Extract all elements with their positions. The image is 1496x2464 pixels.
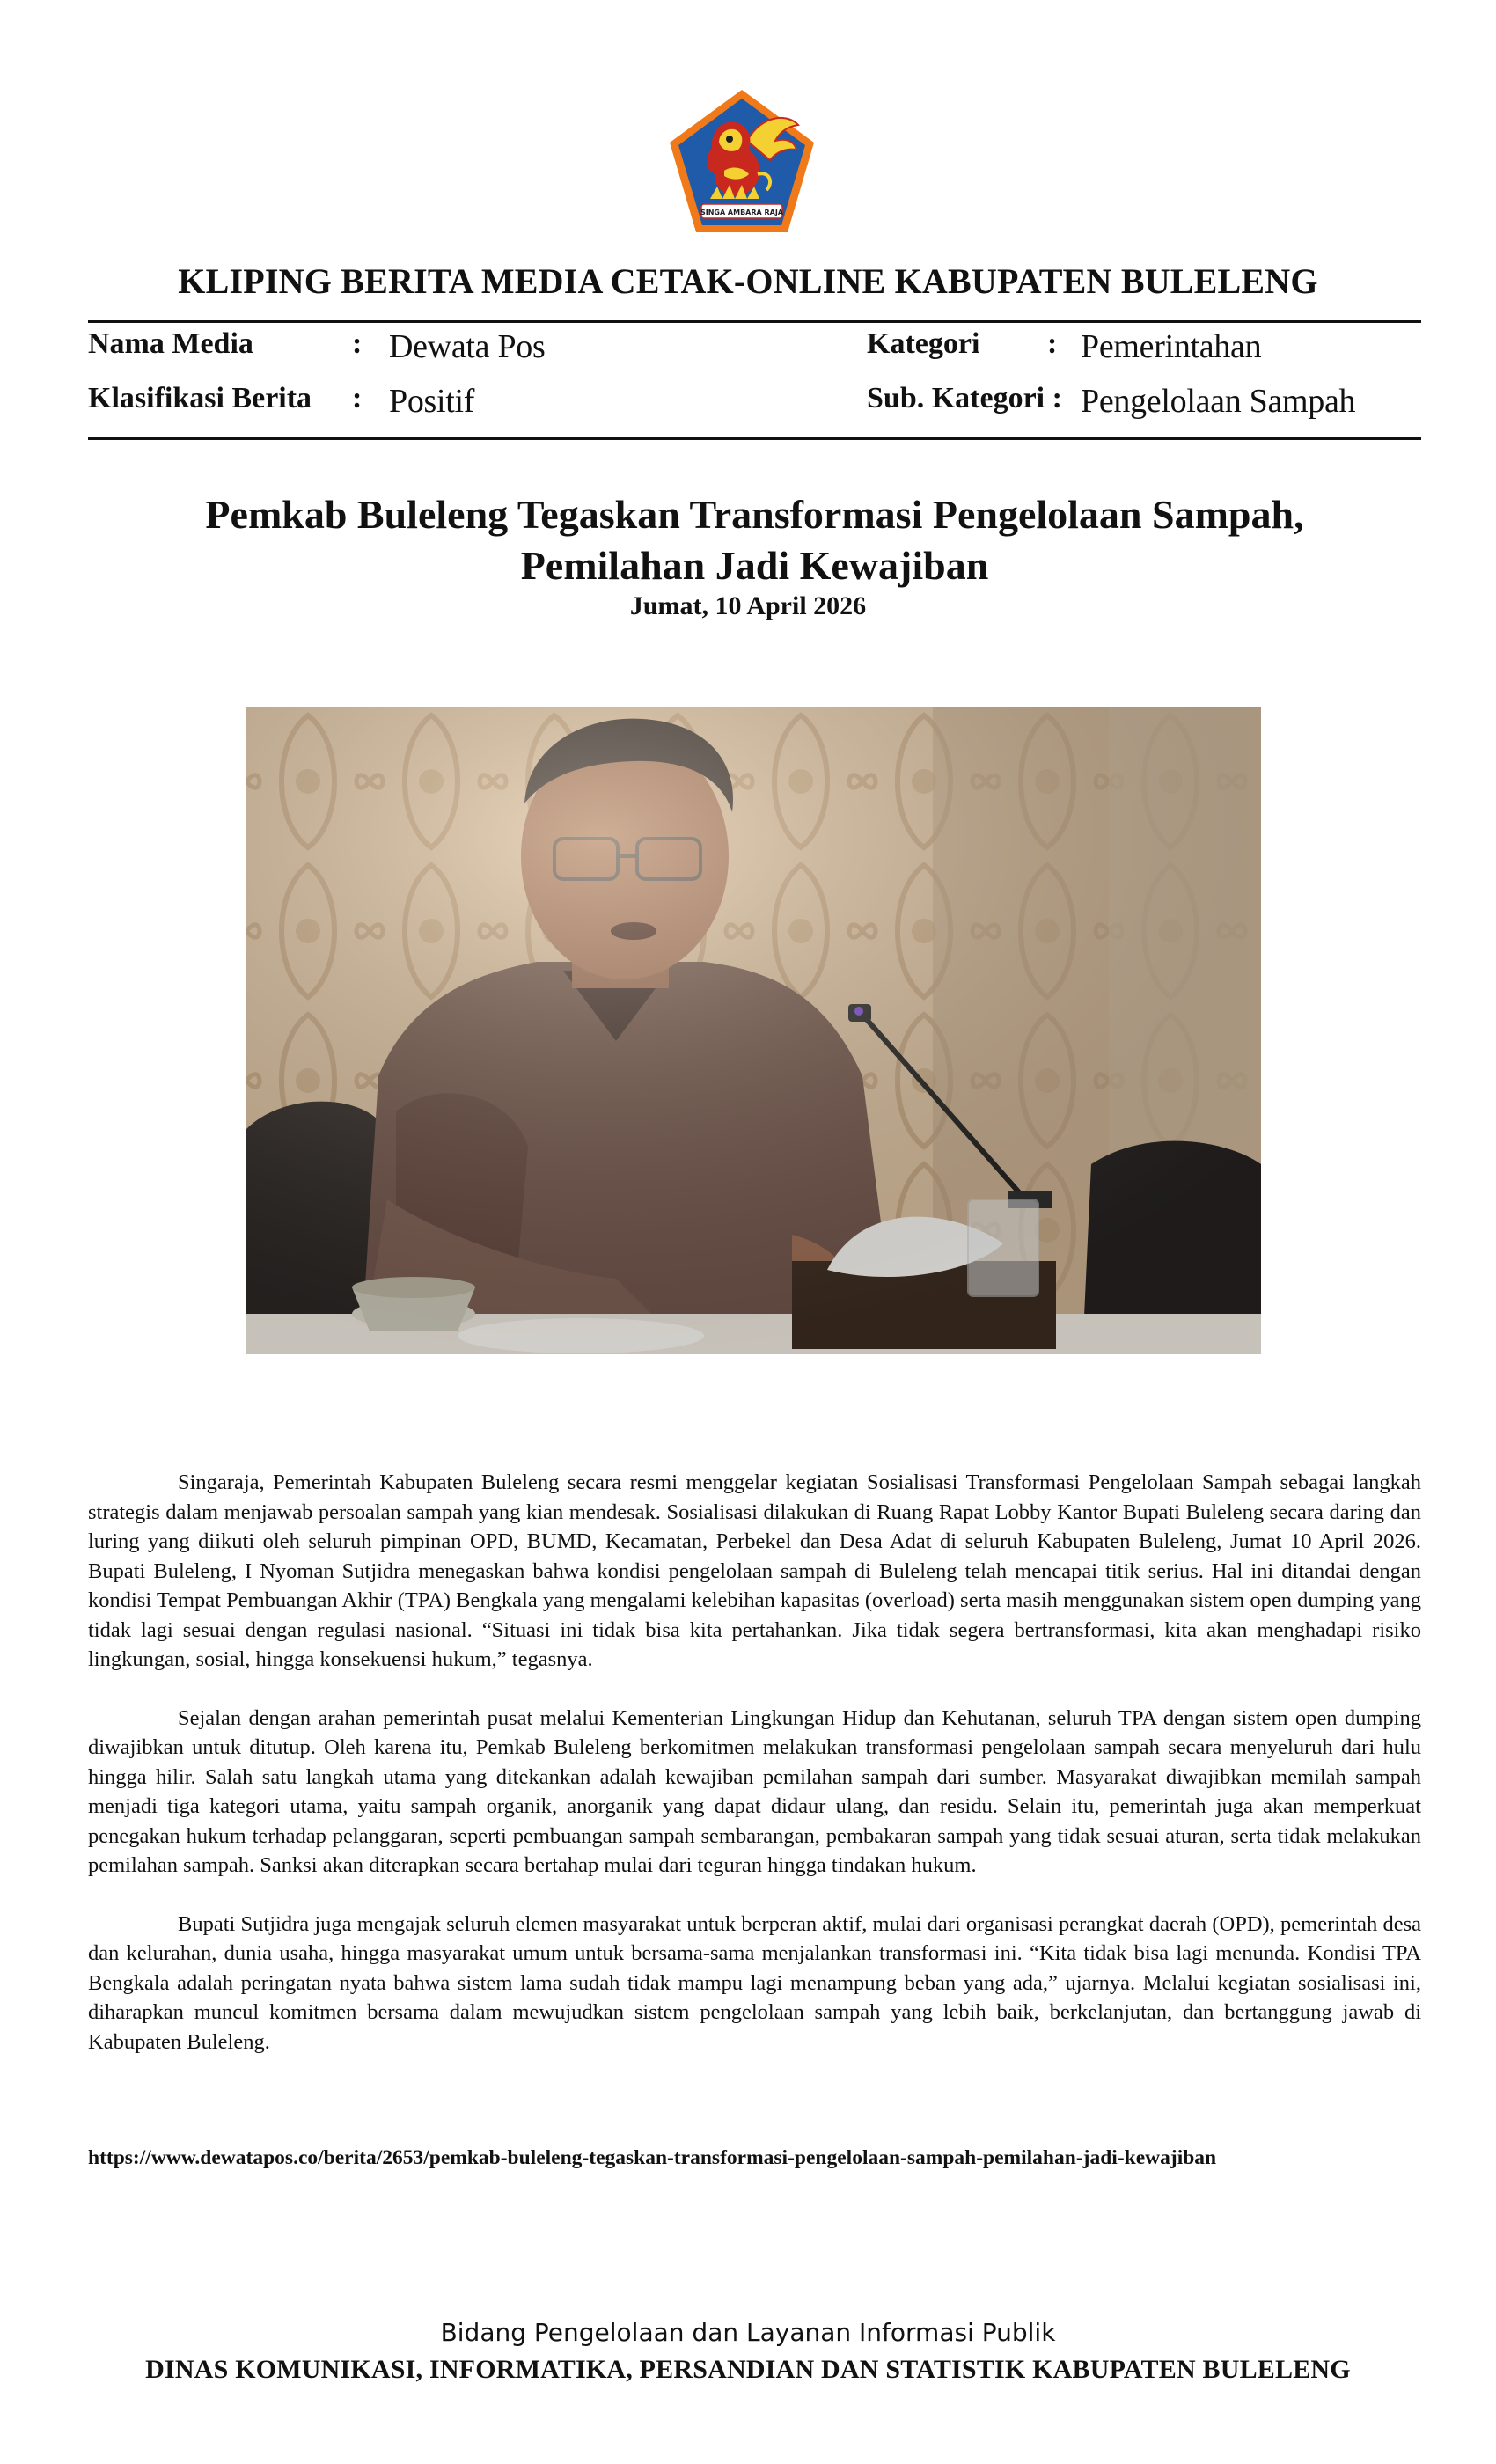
footer-division: Bidang Pengelolaan dan Layanan Informasi Publik bbox=[440, 2318, 1056, 2347]
headline-line-2: Pemilahan Jadi Kewajiban bbox=[520, 543, 989, 588]
kategori-label: Kategori bbox=[867, 327, 980, 360]
klasifikasi-berita-label: Klasifikasi Berita bbox=[88, 382, 312, 414]
article-paragraph-3: Bupati Sutjidra juga mengajak seluruh elemen masyarakat untuk berperan aktif, mulai dari organisasi perangkat daerah (OPD), pemerintah desa dan kelurahan, dunia usaha, hingga masyarakat umum untuk bersama-sama menjalankan transformasi ini. “Kita tidak bisa lagi menunda. Kondisi TPA Bengkala adalah peringatan nyata bahwa sistem lama sudah tidak mampu lagi menampung beban yang ada,” ujarnya. Melalui kegiatan sosialisasi ini, diharapkan muncul komitmen bersama dalam mewujudkan sistem pengelolaan sampah yang lebih baik, berkelanjutan, dan bertanggung jawab di Kabupaten Buleleng. bbox=[88, 1911, 1421, 2054]
headline-line-1: Pemkab Buleleng Tegaskan Transformasi Pengelolaan Sampah, bbox=[205, 492, 1304, 537]
article-paragraph-1: Singaraja, Pemerintah Kabupaten Buleleng secara resmi menggelar kegiatan Sosialisasi Transformasi Pengelolaan Sampah sebagai langkah strategis dalam menjawab persoalan sampah yang kian mendesak. Sosialisasi dilakukan di Ruang Rapat Lobby Kantor Bupati Buleleng secara daring dan luring yang diikuti oleh seluruh pimpinan OPD, BUMD, Kecamatan, Perbekel dan Desa Adat di seluruh Kabupaten Buleleng, Jumat 10 April 2026. Bupati Buleleng, I Nyoman Sutjidra menegaskan bahwa kondisi pengelolaan sampah di Buleleng telah mencapai titik serius. Hal ini ditandai dengan kondisi Tempat Pembuangan Akhir (TPA) Bengkala yang mengalami kelebihan kapasitas (overload) serta masih menggunakan sistem open dumping yang tidak lagi sesuai dengan regulasi nasional. “Situasi ini tidak bisa kita pertahankan. Jika tidak segera bertransformasi, kita akan menghadapi risiko lingkungan, sosial, hingga konsekuensi hukum,” tegasnya. bbox=[88, 1470, 1421, 1671]
lion-emblem-icon bbox=[666, 86, 818, 238]
logo-motto: SINGA AMBARA RAJA bbox=[700, 209, 784, 216]
source-url-link[interactable]: https://www.dewatapos.co/berita/2653/pemkab-buleleng-tegaskan-transformasi-pengelolaan-sampah-pemilahan-jadi-kewajiban bbox=[88, 2146, 1217, 2169]
sub-kategori-label: Sub. Kategori : bbox=[867, 382, 1062, 414]
nama-media-value: Dewata Pos bbox=[389, 328, 546, 365]
article-photo bbox=[246, 707, 1261, 1354]
footer-agency: DINAS KOMUNIKASI, INFORMATIKA, PERSANDIAN DAN STATISTIK KABUPATEN BULELENG bbox=[145, 2355, 1351, 2384]
sub-kategori-value: Pengelolaan Sampah bbox=[1081, 383, 1356, 420]
speaker-photo-illustration bbox=[246, 707, 1261, 1354]
bottom-divider bbox=[88, 437, 1421, 440]
nama-media-label: Nama Media bbox=[88, 327, 253, 360]
article-body bbox=[88, 1468, 1421, 2086]
article-paragraph-2: Sejalan dengan arahan pemerintah pusat melalui Kementerian Lingkungan Hidup dan Kehutanan, seluruh TPA dengan sistem open dumping diwajibkan untuk ditutup. Oleh karena itu, Pemkab Buleleng berkomitmen melakukan transformasi pengelolaan sampah secara menyeluruh dari hulu hingga hilir. Salah satu langkah utama yang ditekankan adalah kewajiban pemilahan sampah dari sumber. Masyarakat diwajibkan memilah sampah menjadi tiga kategori utama, yaitu sampah organik, anorganik yang dapat didaur ulang, dan residu. Selain itu, pemerintah juga akan memperkuat penegakan hukum terhadap pelanggaran, seperti pembuangan sampah sembarangan, pembakaran sampah yang tidak sesuai aturan, serta tidak melakukan pemilahan sampah. Sanksi akan diterapkan secara bertahap mulai dari teguran hingga tindakan hukum. bbox=[88, 1705, 1421, 1877]
kabupaten-buleleng-logo bbox=[666, 86, 818, 238]
article-date: Jumat, 10 April 2026 bbox=[629, 591, 867, 620]
kategori-value: Pemerintahan bbox=[1081, 328, 1262, 365]
kategori-colon: : bbox=[1047, 327, 1058, 360]
nama-media-colon: : bbox=[352, 327, 363, 360]
document-title: KLIPING BERITA MEDIA CETAK-ONLINE KABUPATEN BULELENG bbox=[178, 261, 1318, 301]
klasifikasi-berita-colon: : bbox=[352, 382, 363, 414]
article-headline bbox=[88, 489, 1421, 591]
klasifikasi-berita-value: Positif bbox=[389, 383, 475, 420]
top-divider bbox=[88, 320, 1421, 323]
